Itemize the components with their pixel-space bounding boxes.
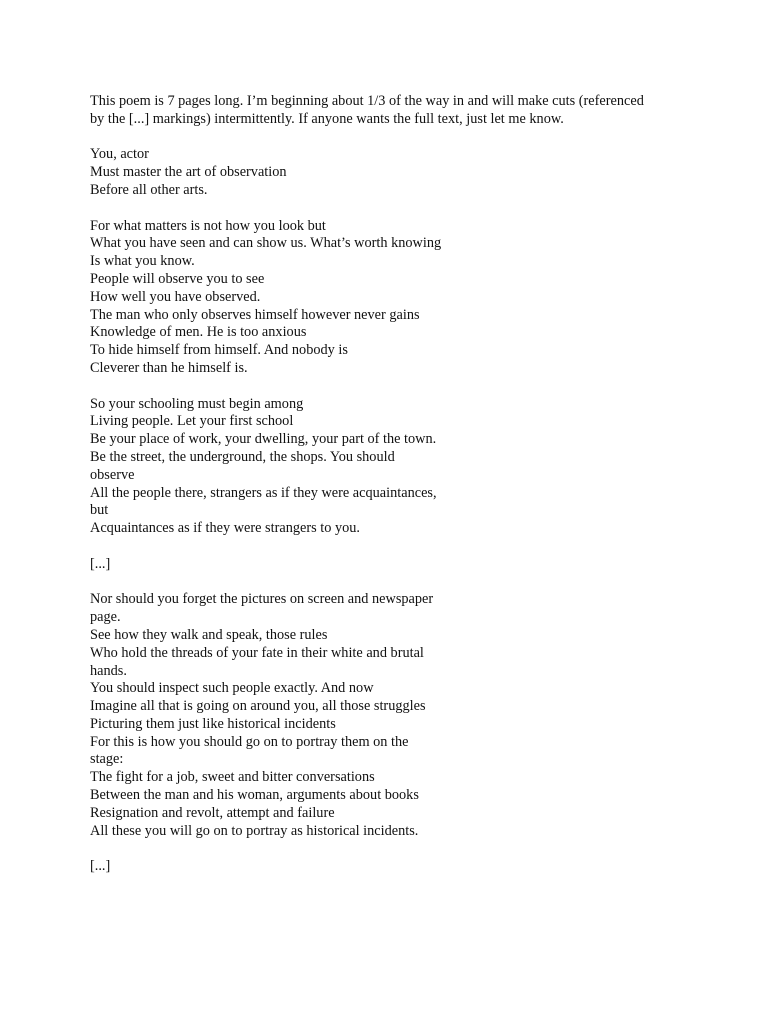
poem-line: For what matters is not how you look but — [90, 217, 326, 234]
paragraph-gap — [90, 129, 690, 147]
poem-line: How well you have observed. — [90, 288, 261, 305]
intro-line: by the [...] markings) intermittently. If anyone wants the full text, just let me know. — [90, 110, 564, 127]
poem-line: Cleverer than he himself is. — [90, 359, 248, 376]
poem-line: hands. — [90, 662, 127, 679]
paragraph-gap — [90, 574, 690, 592]
stanza-3 — [90, 396, 690, 538]
poem-line: All these you will go on to portray as historical incidents. — [90, 822, 419, 839]
poem-line: observe — [90, 466, 135, 483]
paragraph-gap — [90, 840, 690, 858]
poem-line: stage: — [90, 751, 124, 768]
poem-line: Imagine all that is going on around you, all those struggles — [90, 698, 426, 715]
poem-line: You should inspect such people exactly. And now — [90, 680, 374, 697]
poem-line: Nor should you forget the pictures on screen and newspaper — [90, 591, 434, 608]
poem-line: page. — [90, 609, 121, 626]
poem-line: To hide himself from himself. And nobody is — [90, 342, 348, 359]
poem-line: Acquaintances as if they were strangers to you. — [90, 520, 360, 537]
poem-line: You, actor — [90, 146, 149, 163]
poem-line: See how they walk and speak, those rules — [90, 626, 328, 643]
stanza-2 — [90, 218, 690, 378]
stanza-4 — [90, 591, 690, 840]
stanza-1 — [90, 146, 690, 199]
poem-line: The fight for a job, sweet and bitter conversations — [90, 769, 375, 786]
poem-line: For this is how you should go on to portray them on the — [90, 733, 409, 750]
cut-marker: [...] — [90, 555, 111, 572]
paragraph-gap — [90, 538, 690, 556]
poem-line: Resignation and revolt, attempt and failure — [90, 804, 335, 821]
poem-line: Who hold the threads of your fate in their white and brutal — [90, 644, 424, 661]
poem-line: but — [90, 502, 109, 519]
poem-line: People will observe you to see — [90, 270, 265, 287]
poem-line: Must master the art of observation — [90, 164, 287, 181]
paragraph-gap — [90, 200, 690, 218]
poem-line: So your schooling must begin among — [90, 395, 304, 412]
intro-line: This poem is 7 pages long. I’m beginning about 1/3 of the way in and will make cuts (referenced — [90, 93, 644, 109]
poem-line: The man who only observes himself however never gains — [90, 306, 420, 323]
poem-line: What you have seen and can show us. What’s worth knowing — [90, 235, 442, 252]
poem-line: Picturing them just like historical incidents — [90, 715, 336, 732]
poem-line: Be your place of work, your dwelling, your part of the town. — [90, 431, 437, 448]
poem-line: Is what you know. — [90, 253, 195, 270]
poem-line: Living people. Let your first school — [90, 413, 294, 430]
poem-line: Before all other arts. — [90, 181, 208, 198]
poem-line: Between the man and his woman, arguments about books — [90, 787, 419, 804]
poem-line: Knowledge of men. He is too anxious — [90, 324, 307, 341]
document-body — [90, 93, 690, 876]
paragraph-gap — [90, 378, 690, 396]
poem-line: All the people there, strangers as if they were acquaintances, — [90, 484, 437, 501]
cut-marker: [...] — [90, 858, 111, 875]
poem-line: Be the street, the underground, the shops. You should — [90, 448, 395, 465]
intro-paragraph — [90, 93, 690, 129]
